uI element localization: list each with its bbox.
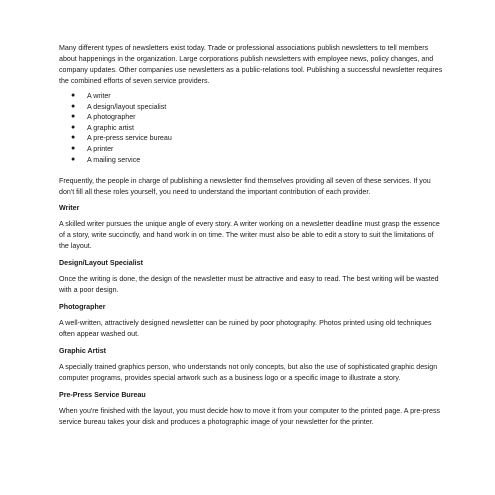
section-body: A skilled writer pursues the unique angle of every story. A writer working on a newsletter deadline must grasp the essence of a story, write succinctly, and hand work in on time. The writer must also be able to edit a story to suit the limitations of the layout. [59,220,440,251]
section-heading: Photographer [59,303,106,312]
bullet-icon: ● [71,92,76,99]
list-item: ● A mailing service [71,155,141,164]
section-graphic-artist [59,346,444,384]
intro-paragraph: Many different types of newsletters exist today. Trade or professional associations publish newsletters to tell members about happenings in the organization. Large corporations publish newsletters with employee news, policy changes, and company updates. Other companies use newsletters as a public-relations tool. Publishing a successful newsletter requires the combined efforts of seven service providers. [59,44,443,85]
section-design-layout-specialist [59,258,444,296]
section-photographer [59,302,444,340]
bullet-icon: ● [71,155,76,163]
bullet-icon: ● [71,113,76,121]
list-item: ● A photographer [71,113,136,122]
bullet-icon: ● [71,123,76,131]
section-body: A specially trained graphics person, who understands not only concepts, but also the use of sophisticated graphic design computer programs, provides special artwork such as a business logo or a specific image to illustrate a story. [59,363,438,383]
bullet-icon: ● [71,102,76,110]
summary-paragraph: Frequently, the people in charge of publishing a newsletter find themselves providing all seven of these services. If you don't fill all these roles yourself, you need to understand the important contribution of each provider. [59,177,431,197]
bullet-icon: ● [71,134,76,142]
section-heading: Design/Layout Specialist [59,259,143,268]
section-heading: Pre-Press Service Bureau [59,391,146,400]
list-item: ● A writer [71,92,111,100]
section-body: When you're finished with the layout, you must decide how to move it from your computer to the printed page. A pre-press service bureau takes your disk and produces a photographic image of your newsletter for the printer. [59,407,441,427]
section-body: Once the writing is done, the design of the newsletter must be attractive and easy to read. The best writing will be wasted with a poor design. [59,275,439,295]
section-heading: Graphic Artist [59,347,107,356]
section-heading: Writer [59,204,80,213]
list-item: ● A graphic artist [71,123,134,132]
bullet-icon: ● [71,144,76,152]
section-body: A well-written, attractively designed newsletter can be ruined by poor photography. Photos printed using old techniques often appear washed out. [59,319,432,339]
section-pre-press-service-bureau [59,390,444,428]
list-item: ● A printer [71,144,114,153]
document-body [59,43,444,434]
list-item: ● A pre-press service bureau [71,134,172,143]
section-writer [59,203,444,252]
list-item: ● A design/layout specialist [71,102,167,111]
service-provider-list [59,91,444,165]
